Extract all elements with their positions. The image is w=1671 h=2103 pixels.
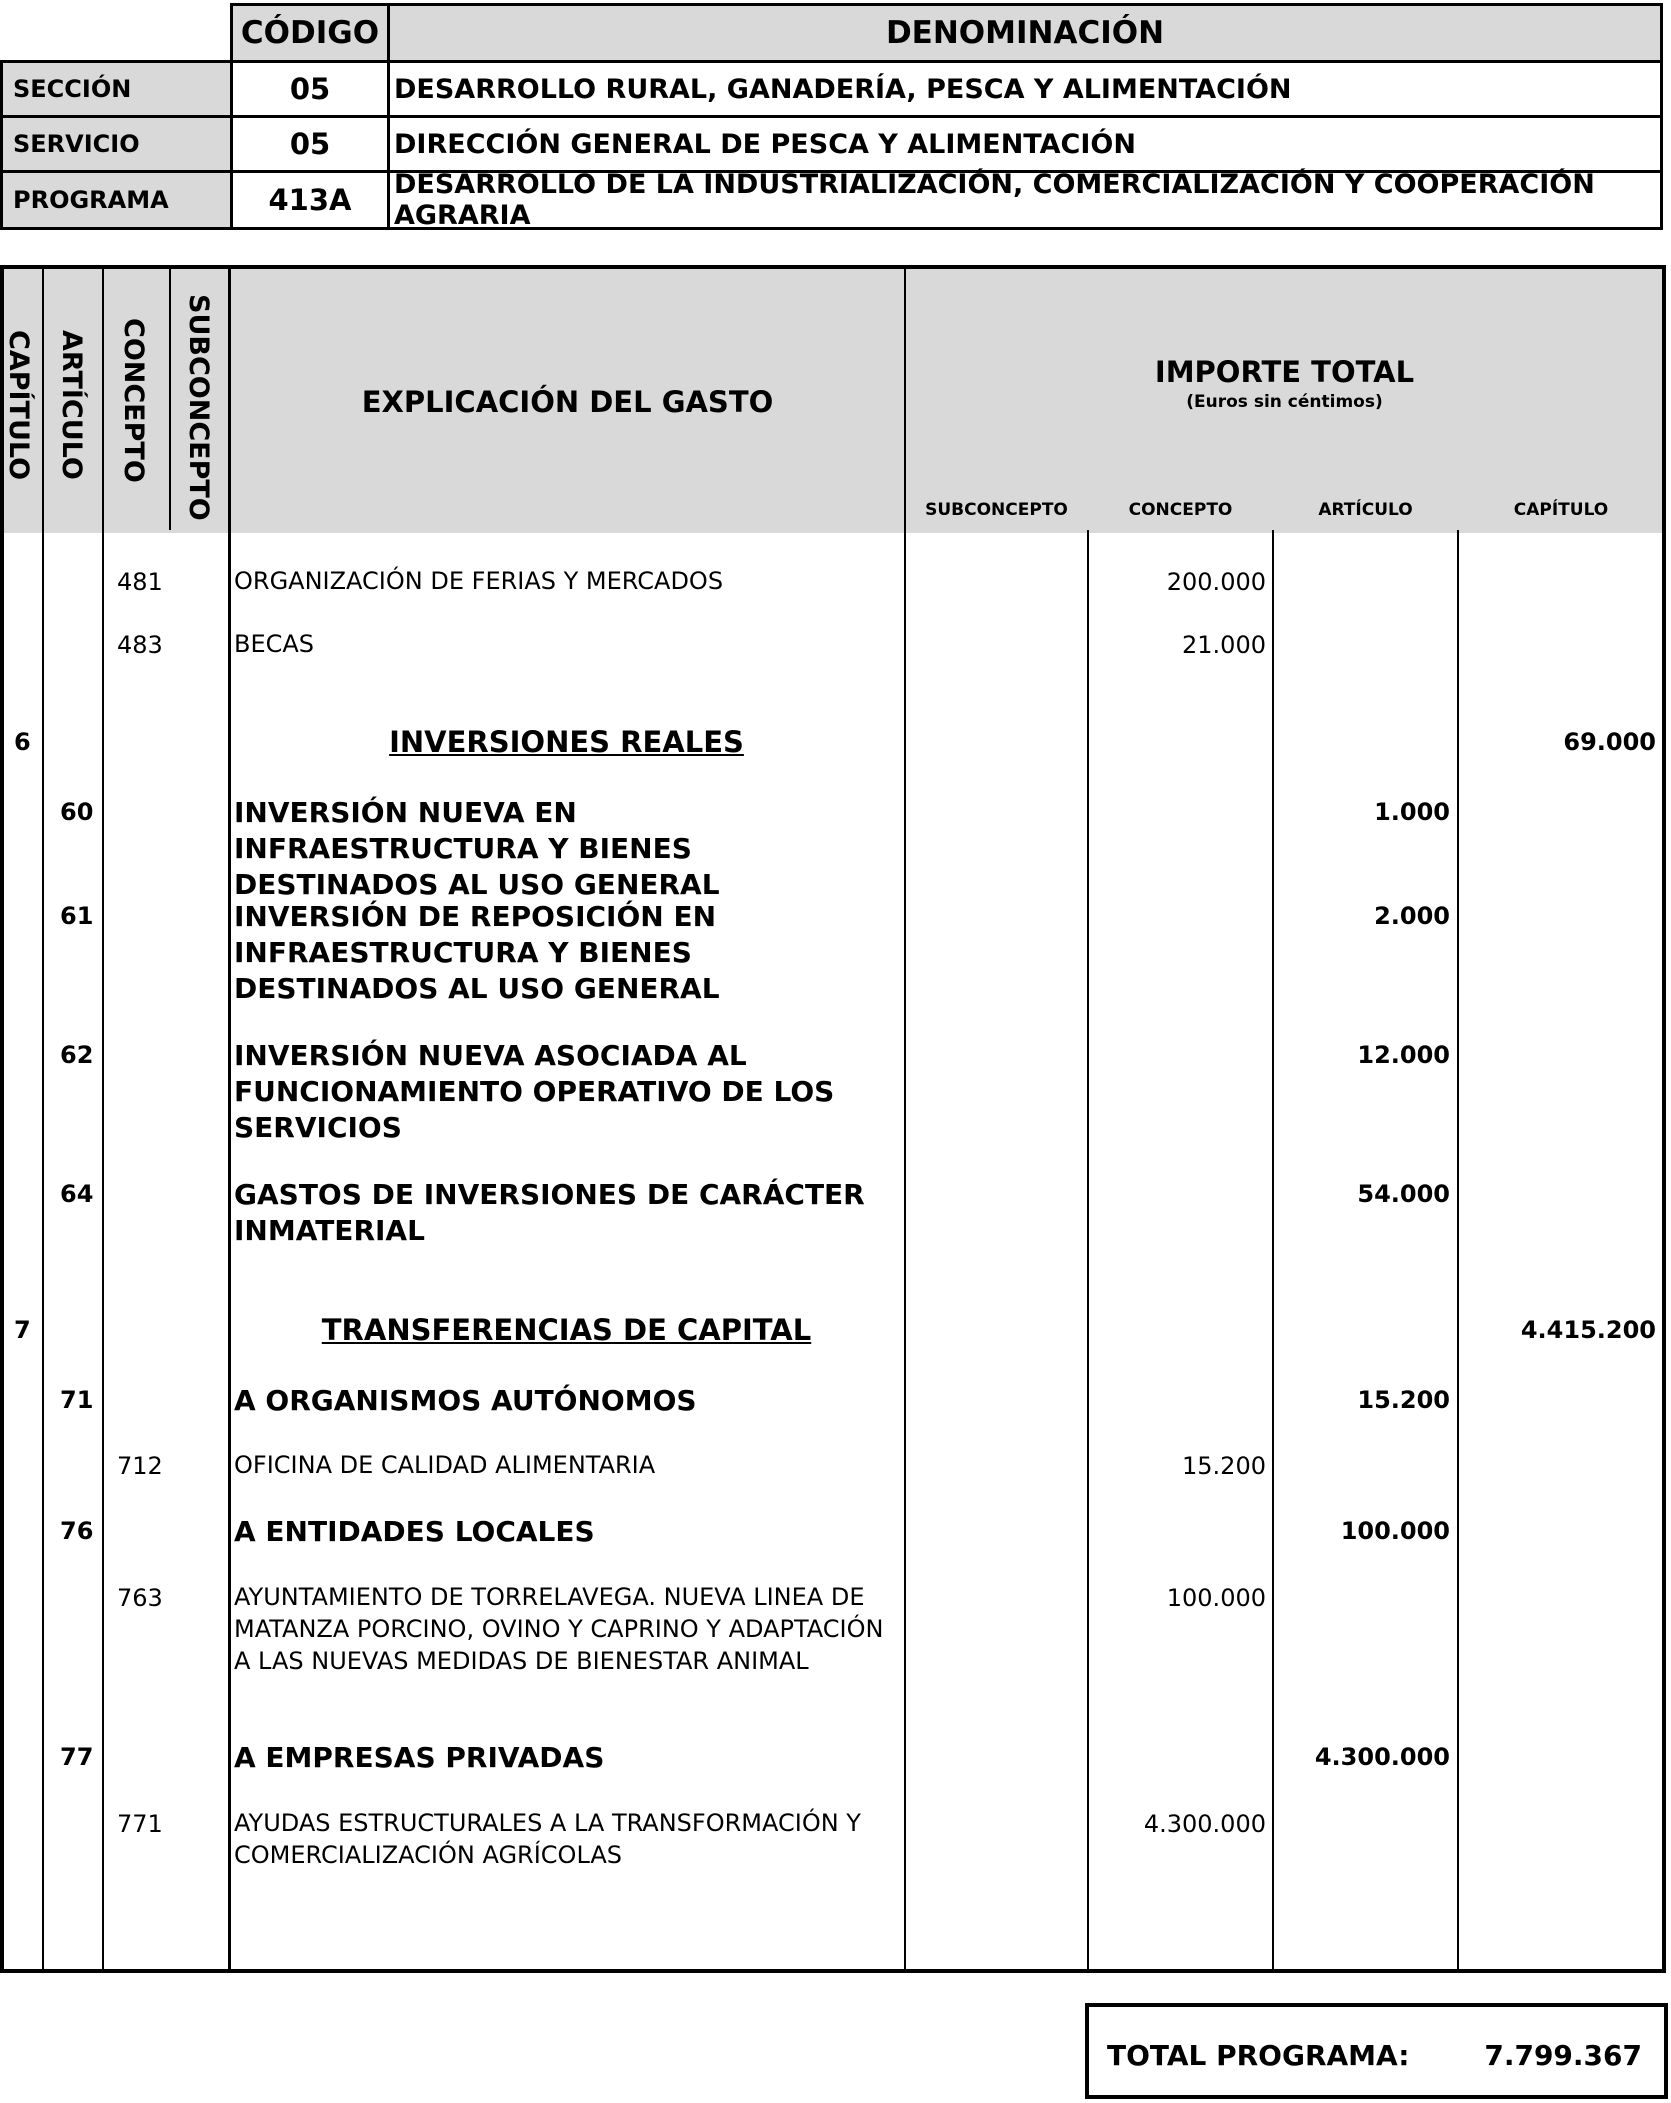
row-articulo-amount: 4.300.000 — [1314, 1743, 1450, 1771]
servicio-name: DIRECCIÓN GENERAL DE PESCA Y ALIMENTACIÓN — [387, 115, 1663, 173]
articulo-amount-header: ARTÍCULO — [1318, 500, 1413, 520]
col-divider — [228, 265, 231, 1973]
row-articulo-code: 76 — [60, 1517, 94, 1545]
row-articulo-code: 62 — [60, 1041, 94, 1069]
col-divider — [42, 265, 44, 1973]
col-divider — [102, 265, 104, 1973]
subconcepto-col-header: SUBCONCEPTO — [183, 294, 214, 521]
concepto-amount-header: CONCEPTO — [1128, 500, 1233, 520]
row-description: A EMPRESAS PRIVADAS — [234, 1741, 605, 1774]
capitulo-amount-header: CAPÍTULO — [1513, 500, 1609, 520]
row-concepto-code: 771 — [117, 1810, 163, 1838]
row-concepto-amount: 100.000 — [1166, 1584, 1266, 1612]
row-description: BECAS — [234, 630, 315, 658]
col-divider — [1457, 530, 1459, 1973]
row-description: INVERSIÓN DE REPOSICIÓN EN INFRAESTRUCTURA Y BIENES DESTINADOS AL USO GENERAL — [234, 900, 720, 1005]
total-label: TOTAL PROGRAMA: — [1107, 2039, 1410, 2072]
row-capitulo-amount: 69.000 — [1563, 728, 1656, 756]
row-articulo-code: 60 — [60, 798, 94, 826]
row-concepto-code: 481 — [117, 568, 163, 596]
row-concepto-code: 483 — [117, 631, 163, 659]
row-description: AYUDAS ESTRUCTURALES A LA TRANSFORMACIÓN Y COMERCIALIZACIÓN AGRÍCOLAS — [234, 1809, 861, 1869]
total-programa-box — [1085, 2003, 1668, 2099]
row-capitulo-code: 6 — [14, 728, 31, 756]
row-articulo-amount: 12.000 — [1357, 1041, 1450, 1069]
importe-total-subtitle: (Euros sin céntimos) — [1186, 392, 1383, 412]
capitulo-col-header: CAPÍTULO — [3, 330, 34, 481]
col-divider — [169, 265, 171, 530]
col-divider — [904, 265, 906, 1973]
seccion-name: DESARROLLO RURAL, GANADERÍA, PESCA Y ALIMENTACIÓN — [387, 60, 1663, 118]
row-concepto-code: 712 — [117, 1452, 163, 1480]
row-description: INVERSIÓN NUEVA ASOCIADA AL FUNCIONAMIENTO OPERATIVO DE LOS SERVICIOS — [234, 1039, 835, 1144]
row-concepto-amount: 4.300.000 — [1143, 1810, 1266, 1838]
row-articulo-amount: 54.000 — [1357, 1180, 1450, 1208]
row-articulo-code: 61 — [60, 902, 94, 930]
row-articulo-code: 64 — [60, 1180, 94, 1208]
denominacion-header: DENOMINACIÓN — [387, 3, 1663, 63]
row-description: A ENTIDADES LOCALES — [234, 1515, 595, 1548]
row-articulo-amount: 1.000 — [1374, 798, 1450, 826]
row-description: AYUNTAMIENTO DE TORRELAVEGA. NUEVA LINEA DE MATANZA PORCINO, OVINO Y CAPRINO Y ADAPTACIÓN A LAS NUEVAS MEDIDAS DE BIENESTAR ANIMAL — [234, 1583, 884, 1675]
row-concepto-amount: 15.200 — [1182, 1452, 1266, 1480]
total-value: 7.799.367 — [1484, 2039, 1642, 2072]
codigo-header: CÓDIGO — [230, 3, 390, 63]
row-concepto-amount: 200.000 — [1166, 568, 1266, 596]
row-articulo-amount: 15.200 — [1357, 1386, 1450, 1414]
concepto-col-header: CONCEPTO — [118, 318, 149, 483]
row-description: GASTOS DE INVERSIONES DE CARÁCTER INMATERIAL — [234, 1178, 865, 1247]
programa-name: DESARROLLO DE LA INDUSTRIALIZACIÓN, COMERCIALIZACIÓN Y COOPERACIÓN AGRARIA — [387, 170, 1663, 230]
subconcepto-amount-header: SUBCONCEPTO — [925, 500, 1068, 520]
programa-code: 413A — [230, 170, 390, 230]
row-capitulo-code: 7 — [14, 1316, 31, 1344]
servicio-label: SERVICIO — [0, 115, 233, 173]
row-articulo-amount: 100.000 — [1340, 1517, 1450, 1545]
col-divider — [1087, 530, 1089, 1973]
row-description: INVERSIÓN NUEVA EN INFRAESTRUCTURA Y BIENES DESTINADOS AL USO GENERAL — [234, 796, 720, 901]
row-articulo-code: 77 — [60, 1743, 94, 1771]
row-description: INVERSIONES REALES — [389, 725, 744, 759]
articulo-col-header: ARTÍCULO — [56, 330, 87, 480]
row-description: ORGANIZACIÓN DE FERIAS Y MERCADOS — [234, 567, 724, 595]
programa-label: PROGRAMA — [0, 170, 233, 230]
row-concepto-code: 763 — [117, 1584, 163, 1612]
row-concepto-amount: 21.000 — [1182, 631, 1266, 659]
seccion-label: SECCIÓN — [0, 60, 233, 118]
row-articulo-code: 71 — [60, 1386, 94, 1414]
row-capitulo-amount: 4.415.200 — [1520, 1316, 1656, 1344]
row-description: A ORGANISMOS AUTÓNOMOS — [234, 1384, 697, 1417]
row-description: TRANSFERENCIAS DE CAPITAL — [321, 1313, 812, 1347]
row-articulo-amount: 2.000 — [1374, 902, 1450, 930]
servicio-code: 05 — [230, 115, 390, 173]
explicacion-col-header: EXPLICACIÓN DEL GASTO — [361, 385, 774, 419]
row-description: OFICINA DE CALIDAD ALIMENTARIA — [234, 1451, 656, 1479]
importe-total-title: IMPORTE TOTAL — [1154, 355, 1415, 389]
col-divider — [1272, 530, 1274, 1973]
seccion-code: 05 — [230, 60, 390, 118]
